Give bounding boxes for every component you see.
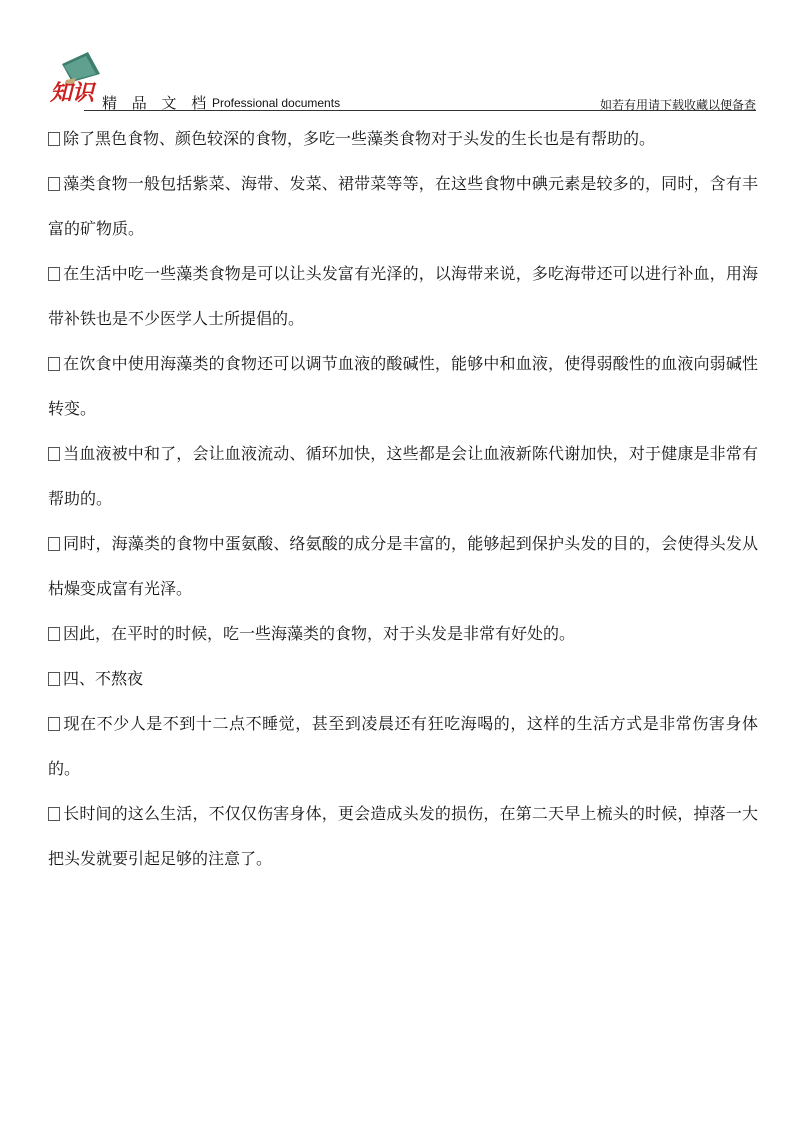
paragraph-text: 长时间的这么生活，不仅仅伤害身体，更会造成头发的损伤，在第二天早上梳头的时候，掉落一大把头发就要引起足够的注意了。 [48,804,758,868]
paragraph-text: 因此，在平时的时候，吃一些海藻类的食物，对于头发是非常有好处的。 [63,624,576,643]
section-heading-text: 四、不熬夜 [63,669,144,688]
paragraph-text: 同时，海藻类的食物中蛋氨酸、络氨酸的成分是丰富的，能够起到保护头发的目的，会使得头发从枯燥变成富有光泽。 [48,534,758,598]
header-subtitle: Professional documents [212,96,341,110]
paragraph-text: 在饮食中使用海藻类的食物还可以调节血液的酸碱性，能够中和血液，使得弱酸性的血液向弱碱性转变。 [48,354,758,418]
paragraph [48,521,758,611]
paragraph-text: 除了黑色食物、颜色较深的食物，多吃一些藻类食物对于头发的生长也是有帮助的。 [63,129,656,148]
bullet-box-icon [48,132,60,146]
document-body [48,116,758,881]
book-logo-icon [48,50,108,106]
header-title: 精 品 文 档 [102,94,212,112]
paragraph [48,791,758,881]
svg-text:知识: 知识 [50,80,95,106]
bullet-box-icon [48,807,60,821]
bullet-box-icon [48,717,60,731]
bullet-box-icon [48,447,60,461]
bullet-box-icon [48,627,60,641]
paragraph [48,161,758,251]
header-download-note: 如若有用请下载收藏以便备查 [599,98,756,112]
paragraph [48,341,758,431]
bullet-box-icon [48,537,60,551]
paragraph-text: 在生活中吃一些藻类食物是可以让头发富有光泽的，以海带来说，多吃海带还可以进行补血，用海带补铁也是不少医学人士所提倡的。 [48,264,758,328]
paragraph [48,431,758,521]
paragraph [48,116,758,161]
page-header [48,50,756,112]
paragraph [48,611,758,656]
paragraph-text: 当血液被中和了，会让血液流动、循环加快，这些都是会让血液新陈代谢加快，对于健康是非常有帮助的。 [48,444,758,508]
paragraph [48,251,758,341]
bullet-box-icon [48,177,60,191]
header-divider [84,110,756,111]
section-heading [48,656,758,701]
bullet-box-icon [48,672,60,686]
bullet-box-icon [48,267,60,281]
bullet-box-icon [48,357,60,371]
paragraph [48,701,758,791]
paragraph-text: 现在不少人是不到十二点不睡觉，甚至到凌晨还有狂吃海喝的，这样的生活方式是非常伤害身体的。 [48,714,758,778]
paragraph-text: 藻类食物一般包括紫菜、海带、发菜、裙带菜等等，在这些食物中碘元素是较多的，同时，含有丰富的矿物质。 [48,174,758,238]
